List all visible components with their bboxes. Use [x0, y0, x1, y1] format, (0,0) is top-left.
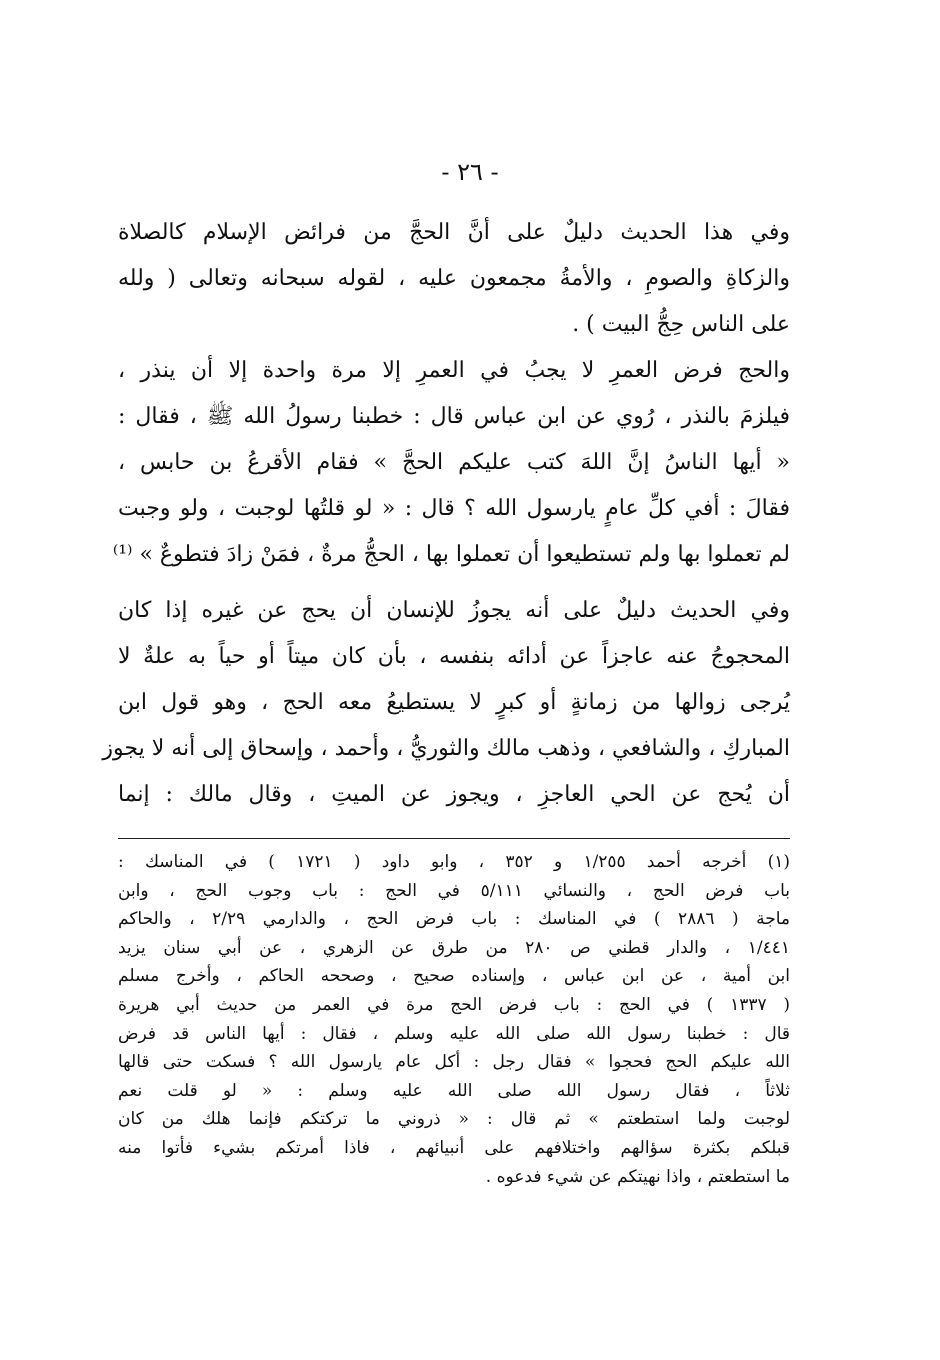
footnote-line: ثلاثاً ، فقال رسول الله صلى الله عليه وسلم : « لو قلت نعم: [118, 1080, 790, 1101]
footnote-line: ١/٤٤١ ، والدار قطني ص ٢٨٠ من طرق عن الزهري ، عن أبي سنان يزيد: [118, 937, 790, 958]
body-line: المباركِ ، والشافعي ، وذهب مالك والثوريُّ ، وأحمد ، وإسحاق إلى أنه لا يجوز: [102, 736, 790, 761]
body-line: على الناس حِجُّ البيت ) .: [572, 312, 790, 337]
footnote-line: ما استطعتم ، واذا نهيتكم عن شيء فدعوه .: [485, 1166, 790, 1187]
body-line: والحج فرض العمرِ لا يجبُ في العمرِ إلا مرة واحدة إلا أن ينذر ،: [118, 358, 790, 383]
footnote-line: ماجة ( ٢٨٨٦ ) في المناسك : باب فرض الحج ، والدارمي ٢/٢٩ ، والحاكم: [118, 909, 790, 930]
body-line: وفي الحديث دليلٌ على أنه يجوزُ للإنسان أن يحج عن غيره إذا كان: [118, 598, 790, 623]
page-number: - ٢٦ -: [441, 158, 499, 186]
footnote-line: ابن أمية ، عن ابن عباس ، وإسناده صحيح ، وصححه الحاكم ، وأخرج مسلم: [118, 966, 790, 987]
footnote-line: قبلكم بكثرة سؤالهم واختلافهم على أنبيائهم ، فاذا أمرتكم بشيء فأتوا منه: [118, 1137, 790, 1158]
footnote-line: الله عليكم الحج فحجوا » فقال رجل : أكل عام يارسول الله ؟ فسكت حتى قالها: [118, 1052, 790, 1073]
main-body-text: [102, 210, 791, 818]
body-line: يُرجى زوالها من زمانةٍ أو كبرٍ لا يستطيعُ معه الحج ، وهو قول ابن: [118, 690, 791, 715]
body-line: لم تعملوا بها ولم تستطيعوا أن تعملوا بها ، الحجُّ مرةٌ ، فمَنْ زادَ فتطوعٌ » ⁽¹⁾: [112, 542, 790, 567]
footnote-line: قال : خطبنا رسول الله صلى الله عليه وسلم ، فقال : أيها الناس قد فرض: [118, 1023, 790, 1044]
footnotes: [118, 848, 790, 1191]
footnote-line: ( ١٣٣٧ ) في الحج : باب فرض الحج مرة في العمر من حديث أبي هريرة: [118, 994, 790, 1015]
paragraph-gap: [118, 578, 790, 588]
body-line: فيلزمَ بالنذر ، رُوي عن ابن عباس قال : خطبنا رسولُ الله ﷺ ، فقال :: [118, 404, 790, 429]
footnote-line: لوجبت ولما استطعتم » ثم قال : « ذروني ما تركتكم فإنما هلك من كان: [118, 1109, 790, 1130]
body-line: والزكاةِ والصومِ ، والأمةُ مجمعون عليه ، لقوله سبحانه وتعالى ( ولله: [118, 266, 790, 291]
body-line: وفي هذا الحديث دليلٌ على أنَّ الحجَّ من فرائض الإسلام كالصلاة: [118, 220, 790, 245]
body-line: أن يُحج عن الحي العاجزِ ، ويجوز عن الميتِ ، وقال مالك : إنما: [118, 782, 790, 807]
footnote-line: (١) أخرجه أحمد ١/٢٥٥ و ٣٥٢ ، وابو داود ( ١٧٢١ ) في المناسك :: [118, 852, 790, 872]
footnote-separator: [118, 838, 790, 839]
body-line: المحجوجُ عنه عاجزاً عن أدائه بنفسه ، بأن كان ميتاً أو حياً به علةٌ لا: [118, 644, 790, 669]
body-line: « أيها الناسُ إنَّ اللهَ كتب عليكم الحجَّ » فقام الأقرعُ بن حابس ،: [118, 450, 790, 475]
footnote-line: باب فرض الحج ، والنسائي ٥/١١١ في الحج : باب وجوب الحج ، وابن: [118, 880, 790, 901]
body-line: فقالَ : أفي كلِّ عامٍ يارسول الله ؟ قال : « لو قلتُها لوجبت ، ولو وجبت: [118, 496, 790, 521]
